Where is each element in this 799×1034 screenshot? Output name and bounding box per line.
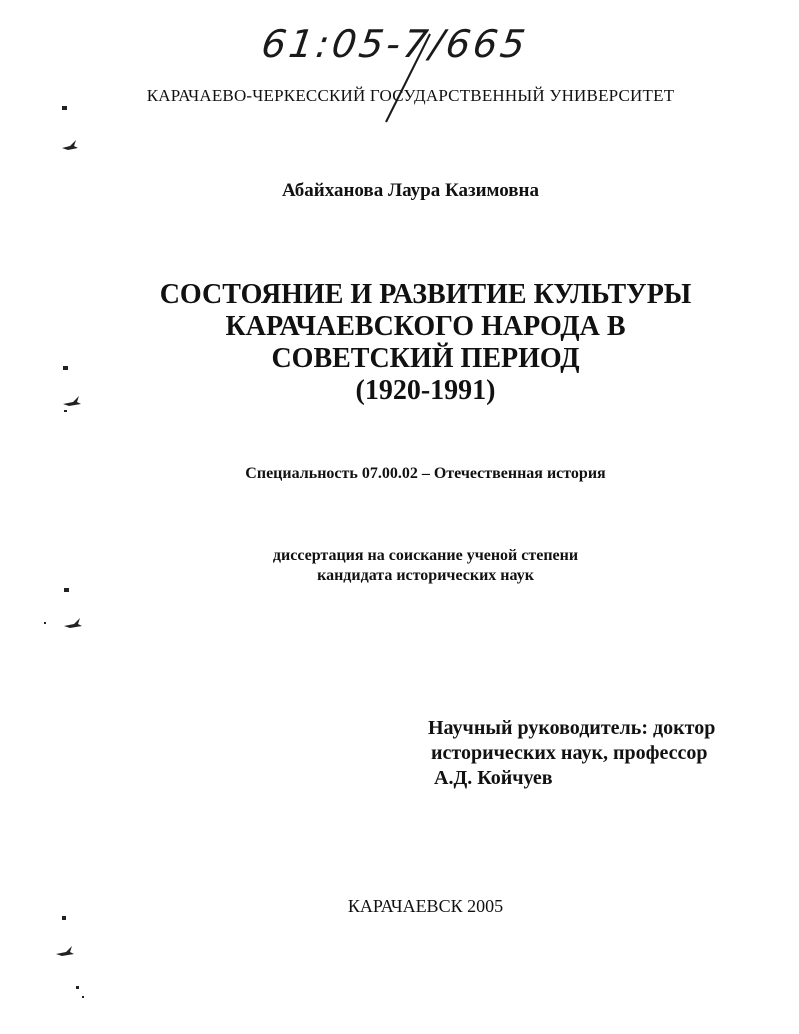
title-line: КАРАЧАЕВСКОГО НАРОДА В bbox=[225, 311, 626, 342]
title-line: СОВЕТСКИЙ ПЕРИОД bbox=[271, 343, 580, 374]
scientific-supervisor bbox=[428, 716, 715, 791]
degree-line: диссертация на соискание ученой степени bbox=[272, 547, 579, 564]
handwritten-number-text: 61:05-7/665 bbox=[258, 22, 531, 66]
degree-line: кандидата исторических наук bbox=[317, 567, 534, 584]
author-name: Абайханова Лаура Казимовна bbox=[282, 180, 539, 201]
dissertation-title bbox=[0, 279, 799, 407]
supervisor-line: исторических наук, профессор bbox=[431, 742, 708, 764]
supervisor-name: А.Д. Койчуев bbox=[434, 767, 553, 789]
handwritten-catalog-number bbox=[258, 18, 542, 128]
university-name: КАРАЧАЕВО-ЧЕРКЕССКИЙ ГОСУДАРСТВЕННЫЙ УНИВЕРСИТЕТ bbox=[146, 86, 675, 105]
title-years: (1920-1991) bbox=[355, 375, 496, 406]
degree-statement bbox=[0, 546, 799, 586]
title-line: СОСТОЯНИЕ И РАЗВИТИЕ КУЛЬТУРЫ bbox=[159, 279, 692, 310]
supervisor-line: Научный руководитель: доктор bbox=[428, 717, 716, 739]
city-and-year: КАРАЧАЕВСК 2005 bbox=[347, 896, 504, 916]
specialty: Специальность 07.00.02 – Отечественная история bbox=[245, 465, 606, 482]
